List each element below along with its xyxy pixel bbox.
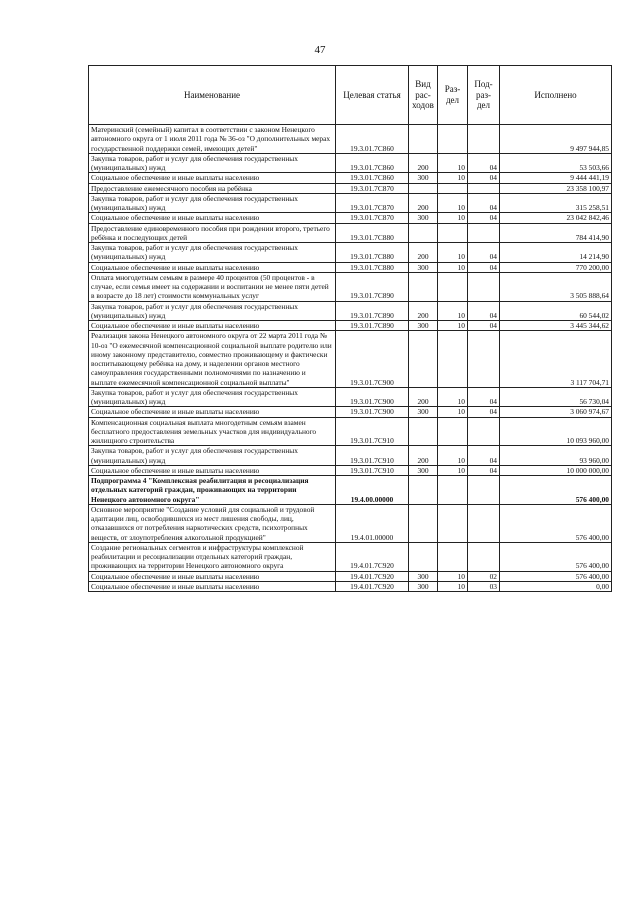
table-row (89, 581, 612, 591)
row-executed-amount: 3 060 974,67 (500, 407, 612, 417)
row-section: 10 (438, 262, 468, 272)
row-expense-type (409, 417, 438, 446)
row-executed-amount: 23 042 842,46 (500, 213, 612, 223)
row-target-article: 19.4.01.7С920 (336, 542, 409, 571)
row-name: Создание региональных сегментов и инфраструктуры комплексной реабилитации и ресоциализации отдельных категорий граждан, проживающих на территории Ненецкого автономного округа (89, 542, 336, 571)
row-target-article: 19.3.01.7С910 (336, 446, 409, 466)
row-name: Материнский (семейный) капитал в соответствии с законом Ненецкого автономного округа от 1 июля 2011 года № 36-оз "О дополнительных мерах государственной поддержки семей, имеющих детей" (89, 125, 336, 154)
row-target-article: 19.3.01.7С900 (336, 387, 409, 407)
row-executed-amount: 10 000 000,00 (500, 465, 612, 475)
row-target-article: 19.3.01.7С870 (336, 183, 409, 193)
row-target-article: 19.4.01.7С920 (336, 571, 409, 581)
row-expense-type (409, 183, 438, 193)
row-expense-type: 200 (409, 153, 438, 173)
row-subsection: 04 (468, 301, 500, 321)
row-executed-amount: 576 400,00 (500, 476, 612, 505)
row-expense-type: 300 (409, 213, 438, 223)
row-section: 10 (438, 213, 468, 223)
row-name: Закупка товаров, работ и услуг для обеспечения государственных (муниципальных) нужд (89, 387, 336, 407)
row-expense-type: 300 (409, 571, 438, 581)
table-row (89, 417, 612, 446)
row-expense-type (409, 476, 438, 505)
row-executed-amount: 576 400,00 (500, 571, 612, 581)
row-name: Закупка товаров, работ и услуг для обеспечения государственных (муниципальных) нужд (89, 243, 336, 263)
row-section (438, 183, 468, 193)
row-executed-amount: 576 400,00 (500, 542, 612, 571)
row-executed-amount: 53 503,66 (500, 153, 612, 173)
page-number: 47 (314, 44, 326, 56)
table-row (89, 387, 612, 407)
row-expense-type: 300 (409, 321, 438, 331)
table-header-row (89, 66, 612, 125)
row-name: Закупка товаров, работ и услуг для обеспечения государственных (муниципальных) нужд (89, 301, 336, 321)
row-name: Оплата многодетным семьям в размере 40 процентов (50 процентов - в случае, если семья имеет на содержании и воспитании не менее пяти детей в возрасте до 18 лет) стоимости коммунальных услуг (89, 272, 336, 301)
row-subsection: 04 (468, 387, 500, 407)
row-target-article: 19.3.01.7С900 (336, 331, 409, 388)
row-subsection: 04 (468, 243, 500, 263)
row-expense-type: 200 (409, 446, 438, 466)
row-executed-amount: 56 730,04 (500, 387, 612, 407)
row-expense-type (409, 542, 438, 571)
row-expense-type: 300 (409, 465, 438, 475)
row-subsection (468, 223, 500, 243)
row-expense-type (409, 125, 438, 154)
row-expense-type: 200 (409, 387, 438, 407)
table-row (89, 446, 612, 466)
table-row (89, 407, 612, 417)
row-target-article: 19.3.01.7С870 (336, 193, 409, 213)
table-row (89, 321, 612, 331)
row-target-article: 19.3.01.7С880 (336, 243, 409, 263)
row-expense-type: 200 (409, 193, 438, 213)
row-section: 10 (438, 465, 468, 475)
header-target-article: Целевая статья (336, 66, 409, 125)
row-subsection (468, 331, 500, 388)
row-expense-type (409, 223, 438, 243)
row-target-article: 19.3.01.7С870 (336, 213, 409, 223)
table-row (89, 153, 612, 173)
row-target-article: 19.3.01.7С860 (336, 153, 409, 173)
row-section: 10 (438, 321, 468, 331)
table-row (89, 272, 612, 301)
row-name: Социальное обеспечение и иные выплаты населению (89, 465, 336, 475)
row-expense-type (409, 331, 438, 388)
row-subsection (468, 504, 500, 542)
row-name: Социальное обеспечение и иные выплаты населению (89, 321, 336, 331)
row-name: Закупка товаров, работ и услуг для обеспечения государственных (муниципальных) нужд (89, 193, 336, 213)
row-subsection (468, 542, 500, 571)
row-name: Закупка товаров, работ и услуг для обеспечения государственных (муниципальных) нужд (89, 153, 336, 173)
table-row (89, 301, 612, 321)
row-target-article: 19.3.01.7С890 (336, 272, 409, 301)
row-expense-type (409, 504, 438, 542)
row-executed-amount: 3 117 704,71 (500, 331, 612, 388)
row-subsection (468, 125, 500, 154)
row-section (438, 417, 468, 446)
row-section: 10 (438, 173, 468, 183)
row-executed-amount: 10 093 960,00 (500, 417, 612, 446)
table-row (89, 243, 612, 263)
row-section: 10 (438, 387, 468, 407)
row-section (438, 125, 468, 154)
row-target-article: 19.3.01.7С880 (336, 223, 409, 243)
row-name: Закупка товаров, работ и услуг для обеспечения государственных (муниципальных) нужд (89, 446, 336, 466)
row-name: Социальное обеспечение и иные выплаты населению (89, 407, 336, 417)
row-expense-type: 200 (409, 243, 438, 263)
table-row (89, 331, 612, 388)
row-subsection: 04 (468, 446, 500, 466)
row-target-article: 19.3.01.7С910 (336, 465, 409, 475)
row-target-article: 19.4.01.00000 (336, 504, 409, 542)
row-section: 10 (438, 301, 468, 321)
row-section: 10 (438, 407, 468, 417)
row-section (438, 223, 468, 243)
row-subsection (468, 183, 500, 193)
row-executed-amount: 14 214,90 (500, 243, 612, 263)
row-target-article: 19.3.01.7С900 (336, 407, 409, 417)
row-target-article: 19.3.01.7С860 (336, 173, 409, 183)
table-row (89, 213, 612, 223)
row-subsection: 04 (468, 173, 500, 183)
row-subsection: 04 (468, 193, 500, 213)
header-section: Раз- дел (438, 66, 468, 125)
row-name: Предоставление единовременного пособия при рождении второго, третьего ребёнка и последующих детей (89, 223, 336, 243)
row-executed-amount: 3 505 888,64 (500, 272, 612, 301)
table-row (89, 542, 612, 571)
row-name: Социальное обеспечение и иные выплаты населению (89, 213, 336, 223)
row-expense-type: 200 (409, 301, 438, 321)
row-section (438, 542, 468, 571)
table-row (89, 504, 612, 542)
row-executed-amount: 0,00 (500, 581, 612, 591)
row-section: 10 (438, 243, 468, 263)
row-target-article: 19.3.01.7С880 (336, 262, 409, 272)
row-section: 10 (438, 446, 468, 466)
row-executed-amount: 770 200,00 (500, 262, 612, 272)
row-expense-type: 300 (409, 262, 438, 272)
header-executed: Исполнено (500, 66, 612, 125)
row-section (438, 331, 468, 388)
row-subsection: 04 (468, 153, 500, 173)
row-target-article: 19.4.00.00000 (336, 476, 409, 505)
row-section: 10 (438, 193, 468, 213)
row-name: Социальное обеспечение и иные выплаты населению (89, 173, 336, 183)
table-row (89, 262, 612, 272)
row-expense-type (409, 272, 438, 301)
row-expense-type: 300 (409, 581, 438, 591)
row-executed-amount: 93 960,00 (500, 446, 612, 466)
row-name: Подпрограмма 4 "Комплексная реабилитация и ресоциализация отдельных категорий граждан, проживающих на территории Ненецкого автономного округа" (89, 476, 336, 505)
row-target-article: 19.4.01.7С920 (336, 581, 409, 591)
table-row (89, 125, 612, 154)
row-name: Социальное обеспечение и иные выплаты населению (89, 571, 336, 581)
row-section: 10 (438, 571, 468, 581)
row-subsection (468, 417, 500, 446)
table-row (89, 476, 612, 505)
row-executed-amount: 23 358 100,97 (500, 183, 612, 193)
row-subsection (468, 476, 500, 505)
row-subsection: 04 (468, 213, 500, 223)
row-section: 10 (438, 153, 468, 173)
row-subsection: 04 (468, 465, 500, 475)
row-executed-amount: 9 444 441,19 (500, 173, 612, 183)
table-row (89, 193, 612, 213)
row-expense-type: 300 (409, 173, 438, 183)
table-row (89, 465, 612, 475)
table-row (89, 173, 612, 183)
budget-execution-table (88, 65, 612, 592)
row-executed-amount: 576 400,00 (500, 504, 612, 542)
row-target-article: 19.3.01.7С890 (336, 301, 409, 321)
row-executed-amount: 3 445 344,62 (500, 321, 612, 331)
row-executed-amount: 60 544,02 (500, 301, 612, 321)
row-executed-amount: 315 258,51 (500, 193, 612, 213)
table-row (89, 183, 612, 193)
row-name: Компенсационная социальная выплата многодетным семьям взамен бесплатного предоставления земельных участков для индивидуального жилищного строительства (89, 417, 336, 446)
row-expense-type: 300 (409, 407, 438, 417)
row-executed-amount: 784 414,90 (500, 223, 612, 243)
row-section: 10 (438, 581, 468, 591)
table-row (89, 571, 612, 581)
row-section (438, 504, 468, 542)
row-subsection: 04 (468, 407, 500, 417)
row-section (438, 476, 468, 505)
row-name: Основное мероприятие "Создание условий для социальной и трудовой адаптации лиц, освободившихся из мест лишения свободы, лиц, отказавшихся от потребления наркотических средств, психотропных веществ, от злоупотребления алкогольной продукцией" (89, 504, 336, 542)
row-subsection (468, 272, 500, 301)
row-name: Реализация закона Ненецкого автономного округа от 22 марта 2011 года № 10-оз "О ежемесячной компенсационной социальной выплате родителю или иному законному представителю, совместно проживающему и фактически воспитывающему ребёнка на дому, и наделении органов местного самоуправления государственными полномочиями по назначению и выплате ежемесячной компенсационной социальной выплаты" (89, 331, 336, 388)
header-name: Наименование (89, 66, 336, 125)
row-target-article: 19.3.01.7С890 (336, 321, 409, 331)
row-subsection: 04 (468, 262, 500, 272)
row-subsection: 03 (468, 581, 500, 591)
row-subsection: 02 (468, 571, 500, 581)
row-target-article: 19.3.01.7С910 (336, 417, 409, 446)
row-name: Социальное обеспечение и иные выплаты населению (89, 581, 336, 591)
row-executed-amount: 9 497 944,85 (500, 125, 612, 154)
row-name: Предоставление ежемесячного пособия на ребёнка (89, 183, 336, 193)
header-subsection: Под- раз- дел (468, 66, 500, 125)
row-target-article: 19.3.01.7С860 (336, 125, 409, 154)
header-expense-type: Вид рас- ходов (409, 66, 438, 125)
row-subsection: 04 (468, 321, 500, 331)
row-name: Социальное обеспечение и иные выплаты населению (89, 262, 336, 272)
row-section (438, 272, 468, 301)
table-row (89, 223, 612, 243)
